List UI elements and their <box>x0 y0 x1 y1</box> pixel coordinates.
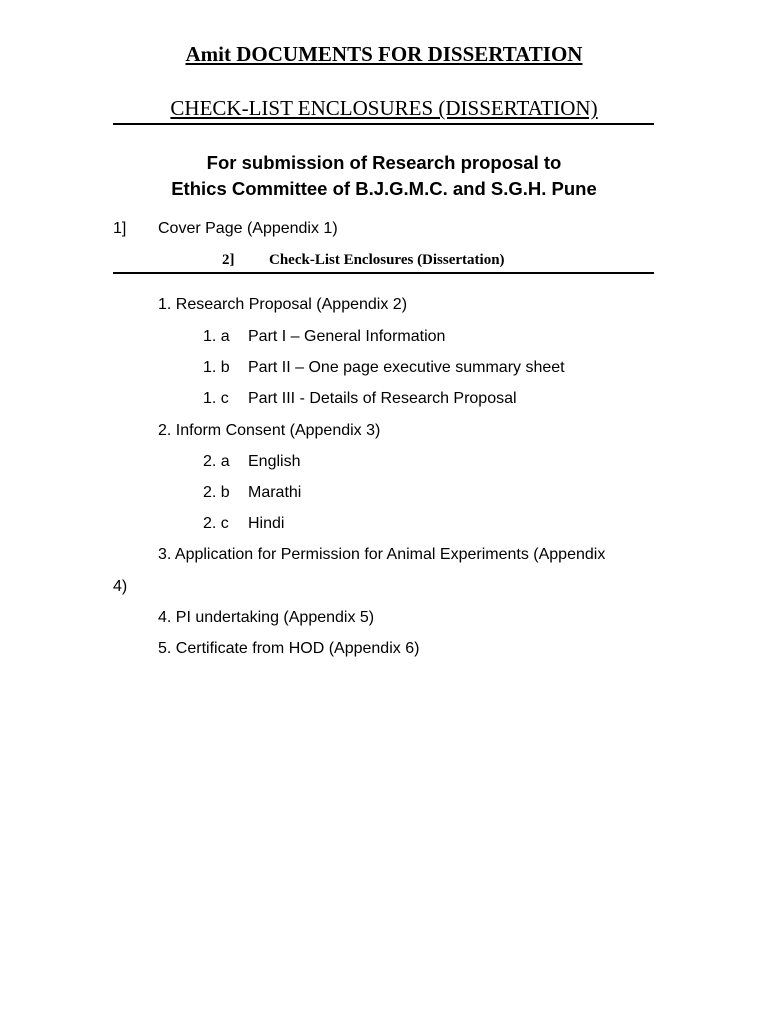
enclosure-5: 5. Certificate from HOD (Appendix 6) <box>158 640 420 657</box>
submission-line-2: Ethics Committee of B.J.G.M.C. and S.G.H. Pune <box>171 178 597 199</box>
enclosure-2c-text: Hindi <box>248 515 285 532</box>
item-2-text: Check-List Enclosures (Dissertation) <box>269 252 505 268</box>
enclosure-3-continuation: 4) <box>113 578 128 595</box>
enclosure-2b-text: Marathi <box>248 484 302 501</box>
title-divider <box>113 123 654 125</box>
item-2-divider <box>113 272 654 274</box>
enclosure-2: 2. Inform Consent (Appendix 3) <box>158 422 381 439</box>
enclosure-4: 4. PI undertaking (Appendix 5) <box>158 609 375 626</box>
enclosure-1c-number: 1. c <box>203 390 229 407</box>
enclosure-3: 3. Application for Permission for Animal Experiments (Appendix <box>158 546 606 563</box>
item-2-number: 2] <box>222 252 235 268</box>
enclosure-2a-number: 2. a <box>203 453 230 470</box>
document-title: Amit DOCUMENTS FOR DISSERTATION <box>185 42 583 66</box>
checklist-title: CHECK-LIST ENCLOSURES (DISSERTATION) <box>170 96 598 120</box>
submission-heading <box>0 150 768 202</box>
enclosure-2b-number: 2. b <box>203 484 230 501</box>
enclosure-1a-number: 1. a <box>203 328 230 345</box>
enclosure-2a-text: English <box>248 453 301 470</box>
enclosure-2c-number: 2. c <box>203 515 229 532</box>
enclosure-1b-number: 1. b <box>203 359 230 376</box>
enclosure-1c-text: Part III - Details of Research Proposal <box>248 390 517 407</box>
item-1-text: Cover Page (Appendix 1) <box>158 220 338 237</box>
submission-line-1: For submission of Research proposal to <box>206 152 562 173</box>
enclosure-1: 1. Research Proposal (Appendix 2) <box>158 296 408 313</box>
item-1-number: 1] <box>113 220 127 237</box>
enclosure-1a-text: Part I – General Information <box>248 328 446 345</box>
enclosure-1b-text: Part II – One page executive summary sheet <box>248 359 565 376</box>
